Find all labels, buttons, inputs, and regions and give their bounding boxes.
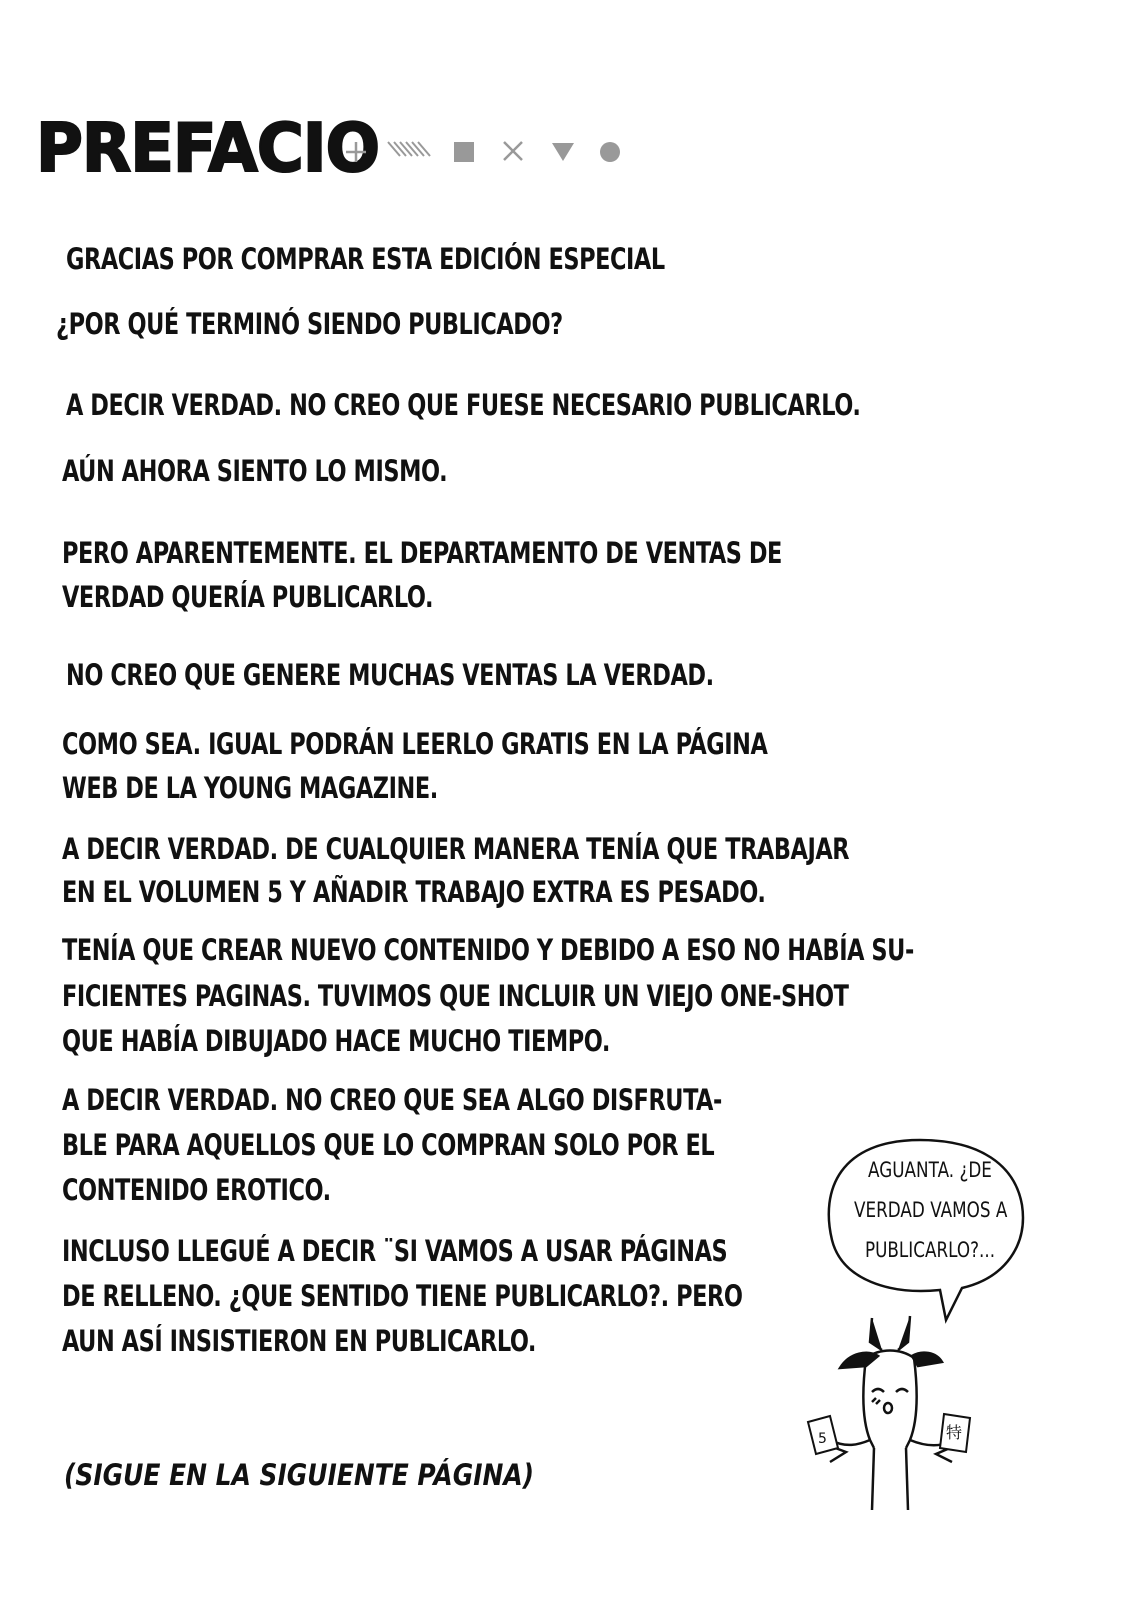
cross-icon [504,142,522,160]
paragraph-11-line-2: DE RELLENO. ¿QUE SENTIDO TIENE PUBLICARLO?. PERO [62,1279,743,1313]
paragraph-9-line-1: TENÍA QUE CREAR NUEVO CONTENIDO Y DEBIDO A ESO NO HABÍA SU- [62,933,914,967]
paragraph-1-line-1: GRACIAS POR COMPRAR ESTA EDICIÓN ESPECIAL [66,242,665,276]
paragraph-10-line-2: BLE PARA AQUELLOS QUE LO COMPRAN SOLO POR EL [62,1128,715,1162]
speech-bubble-line-3: PUBLICARLO?... [864,1238,996,1262]
hatch-lines-icon [388,142,430,156]
speech-bubble-line-1: AGUANTA. ¿DE [868,1158,992,1182]
paragraph-8-line-2: EN EL VOLUMEN 5 Y AÑADIR TRABAJO EXTRA ES PESADO. [62,875,766,909]
cow-character [830,1316,952,1510]
plus-icon [346,142,366,162]
card-left-label: 5 [818,1431,827,1447]
paragraph-10-line-1: A DECIR VERDAD. NO CREO QUE SEA ALGO DISFRUTA- [62,1083,722,1117]
title-decorations [338,132,638,172]
triangle-down-icon [552,143,574,161]
circle-icon [600,142,620,162]
paragraph-7-line-1: COMO SEA. IGUAL PODRÁN LEERLO GRATIS EN LA PÁGINA [62,727,768,761]
paragraph-7-line-2: WEB DE LA YOUNG MAGAZINE. [62,771,438,805]
speech-bubble-line-2: VERDAD VAMOS A [854,1198,1008,1222]
paragraph-11-line-3: AUN ASÍ INSISTIERON EN PUBLICARLO. [62,1324,537,1358]
card-right-label: 特 [946,1423,963,1442]
paragraph-5-line-1: PERO APARENTEMENTE. EL DEPARTAMENTO DE VENTAS DE [62,536,782,570]
paragraph-2-line-1: ¿POR QUÉ TERMINÓ SIENDO PUBLICADO? [56,307,563,341]
character-illustration [800,1130,1040,1530]
paragraph-10-line-3: CONTENIDO EROTICO. [62,1173,331,1207]
page-title: PREFACIO [36,110,379,188]
paragraph-4-line-1: AÚN AHORA SIENTO LO MISMO. [62,454,448,488]
paragraph-6-line-1: NO CREO QUE GENERE MUCHAS VENTAS LA VERDAD. [66,658,714,692]
paragraph-9-line-2: FICIENTES PAGINAS. TUVIMOS QUE INCLUIR UN VIEJO ONE-SHOT [62,979,849,1013]
paragraph-9-line-3: QUE HABÍA DIBUJADO HACE MUCHO TIEMPO. [62,1024,610,1058]
paragraph-5-line-2: VERDAD QUERÍA PUBLICARLO. [62,580,434,614]
paragraph-8-line-1: A DECIR VERDAD. DE CUALQUIER MANERA TENÍA QUE TRABAJAR [62,832,850,866]
square-icon [454,142,474,162]
paragraph-3-line-1: A DECIR VERDAD. NO CREO QUE FUESE NECESARIO PUBLICARLO. [66,388,861,422]
paragraph-11-line-1: INCLUSO LLEGUÉ A DECIR ¨SI VAMOS A USAR PÁGINAS [62,1234,728,1268]
continue-note: (SIGUE EN LA SIGUIENTE PÁGINA) [64,1458,535,1492]
